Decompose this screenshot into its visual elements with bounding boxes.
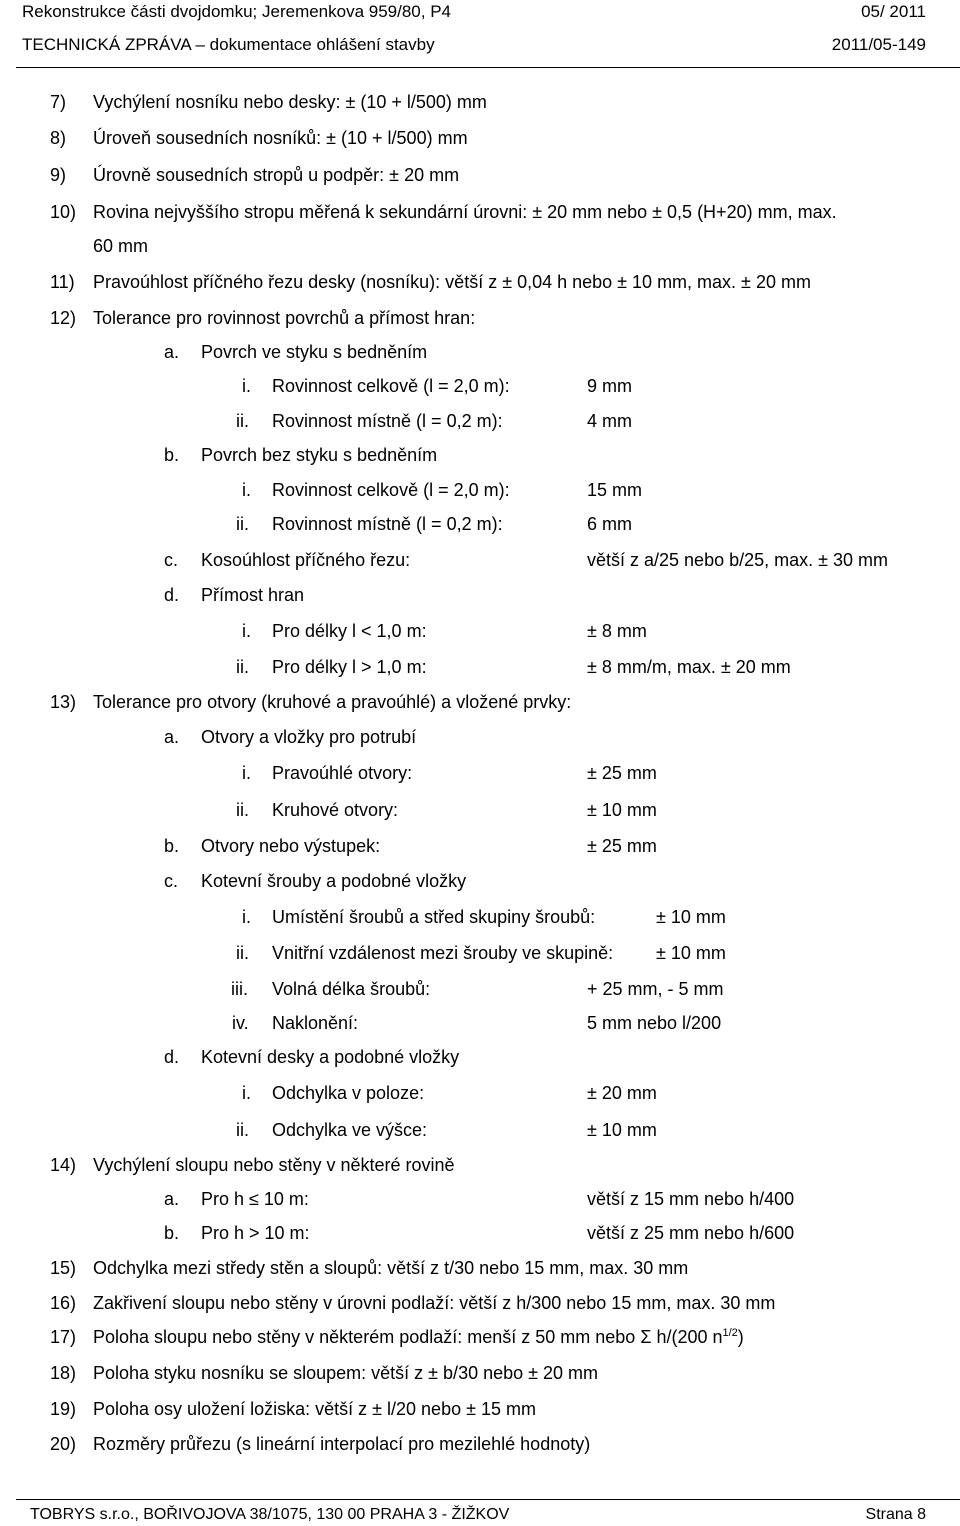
item-text-main: Povrch bez styku s bedněním [201,445,438,465]
item-number: i. [242,621,251,641]
item-text [93,1399,536,1419]
item-number: 11) [50,272,75,292]
item-text [93,236,148,256]
item-text-main: Rozměry průřezu (s lineární interpolací pro mezilehlé hodnoty) [93,1434,591,1454]
item-number: ii. [236,943,249,963]
item-number: 9) [50,165,67,185]
item-text [272,1013,358,1033]
item-text [93,1327,744,1347]
item-text [93,272,811,292]
item-text-main: Pro délky l > 1,0 m: [272,657,427,677]
item-text-main: 60 mm [93,236,149,256]
item-text [201,871,466,891]
item-number: 19) [50,1399,77,1419]
item-text-main: Úrovně sousedních stropů u podpěr: ± 20 mm [93,165,460,185]
item-value: ± 25 mm [587,763,657,783]
item-text [272,763,412,783]
item-text-main: Přímost hran [201,585,305,605]
item-value: ± 25 mm [587,836,657,856]
item-value: větší z 15 mm nebo h/400 [587,1189,795,1209]
item-text-main: Rovinnost celkově (l = 2,0 m): [272,376,510,396]
item-text-main: Kruhové otvory: [272,800,399,820]
item-text [272,657,427,677]
item-number: c. [164,550,179,570]
item-text-main: Pravoúhlé otvory: [272,763,413,783]
item-number: 20) [50,1434,77,1454]
item-text-main: Povrch ve styku s bedněním [201,342,428,362]
item-number: c. [164,871,179,891]
item-text [201,1189,309,1209]
item-text-main: Vychýlení sloupu nebo stěny v některé rovině [93,1155,455,1175]
item-text [272,907,595,927]
footer-page-number: Strana 8 [865,1506,926,1523]
item-number: iv. [232,1013,249,1033]
item-text-main: Pravoúhlost příčného řezu desky (nosníku): větší z ± 0,04 h nebo ± 10 mm, max. ± 20 mm [93,272,811,292]
item-text [201,445,437,465]
item-number: 17) [50,1327,77,1347]
header-doc-number: 2011/05-149 [831,35,926,54]
item-number: i. [242,1083,251,1103]
item-text-main: Odchylka ve výšce: [272,1120,428,1140]
item-text-main: Pro h ≤ 10 m: [201,1189,309,1209]
header-divider [16,67,960,68]
item-value: 9 mm [587,376,632,396]
item-text-main: Kotevní desky a podobné vložky [201,1047,460,1067]
item-text [93,165,459,185]
item-text [201,836,380,856]
item-number: ii. [236,657,249,677]
item-number: a. [164,342,180,362]
item-value: 6 mm [587,514,632,534]
item-number: ii. [236,800,249,820]
item-text [272,979,430,999]
item-text-main: Úroveň sousedních nosníků: ± (10 + l/500) mm [93,128,468,148]
item-text-main: Volná délka šroubů: [272,979,431,999]
item-text-main: Vnitřní vzdálenost mezi šrouby ve skupině: [272,943,614,963]
item-number: 13) [50,692,77,712]
item-number: i. [242,480,251,500]
item-value: ± 8 mm/m, max. ± 20 mm [587,657,791,677]
item-text [272,800,398,820]
item-text [201,550,410,570]
item-text-main: Vychýlení nosníku nebo desky: ± (10 + l/500) mm [93,92,487,112]
item-text-main: Pro délky l < 1,0 m: [272,621,427,641]
item-value: ± 10 mm [587,800,657,820]
item-number: b. [164,836,180,856]
item-text [93,1434,590,1454]
item-number: ii. [236,1120,249,1140]
item-text [272,480,510,500]
item-text-main: Kosoúhlost příčného řezu: [201,550,411,570]
item-number: 15) [50,1258,77,1278]
item-number: ii. [236,411,249,431]
item-text-main: Rovinnost místně (l = 0,2 m): [272,514,503,534]
item-value: větší z 25 mm nebo h/600 [587,1223,795,1243]
item-text [201,342,427,362]
item-text-main: Rovinnost místně (l = 0,2 m): [272,411,503,431]
item-text-main: Otvory a vložky pro potrubí [201,727,417,747]
item-value: + 25 mm, - 5 mm [587,979,724,999]
item-text-main: Kotevní šrouby a podobné vložky [201,871,467,891]
item-value: ± 10 mm [656,907,726,927]
item-value: větší z a/25 nebo b/25, max. ± 30 mm [587,550,889,570]
item-number: 10) [50,202,77,222]
item-number: d. [164,1047,180,1067]
item-text [93,308,475,328]
item-number: ii. [236,514,249,534]
item-number: i. [242,763,251,783]
header-title: Rekonstrukce části dvojdomku; Jeremenkova 959/80, P4 [22,2,452,21]
item-text-superscript: 1/2 [722,1327,738,1339]
item-text [272,514,503,534]
item-number: d. [164,585,180,605]
item-number: i. [242,376,251,396]
item-text [201,727,416,747]
item-number: a. [164,727,180,747]
item-number: 8) [50,128,67,148]
item-number: a. [164,1189,180,1209]
item-text [201,1223,310,1243]
item-text-main: Rovina nejvyššího stropu měřená k sekundární úrovni: ± 20 mm nebo ± 0,5 (H+20) mm, max. [93,202,837,222]
page-header [0,0,960,72]
item-text-main: Zakřivení sloupu nebo stěny v úrovni podlaží: větší z h/300 nebo 15 mm, max. 30 mm [93,1293,776,1313]
item-value: ± 10 mm [656,943,726,963]
item-text [272,1083,424,1103]
item-text [272,943,613,963]
item-text [272,621,427,641]
item-text-main: Odchylka v poloze: [272,1083,425,1103]
item-text [93,1363,598,1383]
item-text-main: Poloha osy uložení ložiska: větší z ± l/20 nebo ± 15 mm [93,1399,536,1419]
item-text [272,376,510,396]
item-value: 15 mm [587,480,643,500]
item-value: 4 mm [587,411,632,431]
header-date: 05/ 2011 [861,2,926,21]
item-number: 18) [50,1363,77,1383]
item-text [93,1293,775,1313]
item-text-tail: ) [737,1327,744,1347]
header-subtitle: TECHNICKÁ ZPRÁVA – dokumentace ohlášení stavby [22,35,435,54]
item-text-main: Odchylka mezi středy stěn a sloupů: větší z t/30 nebo 15 mm, max. 30 mm [93,1258,689,1278]
item-number: 14) [50,1155,77,1175]
item-value: ± 10 mm [587,1120,657,1140]
item-number: b. [164,1223,180,1243]
footer-company: TOBRYS s.r.o., BOŘIVOJOVA 38/1075, 130 00 PRAHA 3 - ŽIŽKOV [30,1506,510,1523]
item-value: 5 mm nebo l/200 [587,1013,722,1033]
item-text [93,1155,455,1175]
item-number: 7) [50,92,67,112]
item-number: i. [242,907,251,927]
item-text [201,1047,459,1067]
item-text [93,692,571,712]
item-text-main: Poloha styku nosníku se sloupem: větší z ± b/30 nebo ± 20 mm [93,1363,599,1383]
item-text [93,202,837,222]
item-text-main: Tolerance pro otvory (kruhové a pravoúhlé) a vložené prvky: [93,692,572,712]
item-number: b. [164,445,180,465]
item-text [272,1120,427,1140]
item-text [93,128,468,148]
item-text-main: Pro h > 10 m: [201,1223,310,1243]
item-text [272,411,503,431]
item-number: iii. [231,979,248,999]
item-text [93,1258,688,1278]
item-number: 12) [50,308,77,328]
item-text-main: Naklonění: [272,1013,359,1033]
item-text-main: Rovinnost celkově (l = 2,0 m): [272,480,510,500]
item-text-main: Otvory nebo výstupek: [201,836,381,856]
item-number: 16) [50,1293,77,1313]
footer-divider [16,1499,960,1500]
item-text [201,585,304,605]
item-value: ± 8 mm [587,621,647,641]
item-text [93,92,487,112]
item-text-main: Umístění šroubů a střed skupiny šroubů: [272,907,596,927]
item-text-main: Poloha sloupu nebo stěny v některém podlaží: menší z 50 mm nebo Σ h/(200 n [93,1327,723,1347]
item-text-main: Tolerance pro rovinnost povrchů a přímost hran: [93,308,476,328]
item-value: ± 20 mm [587,1083,657,1103]
